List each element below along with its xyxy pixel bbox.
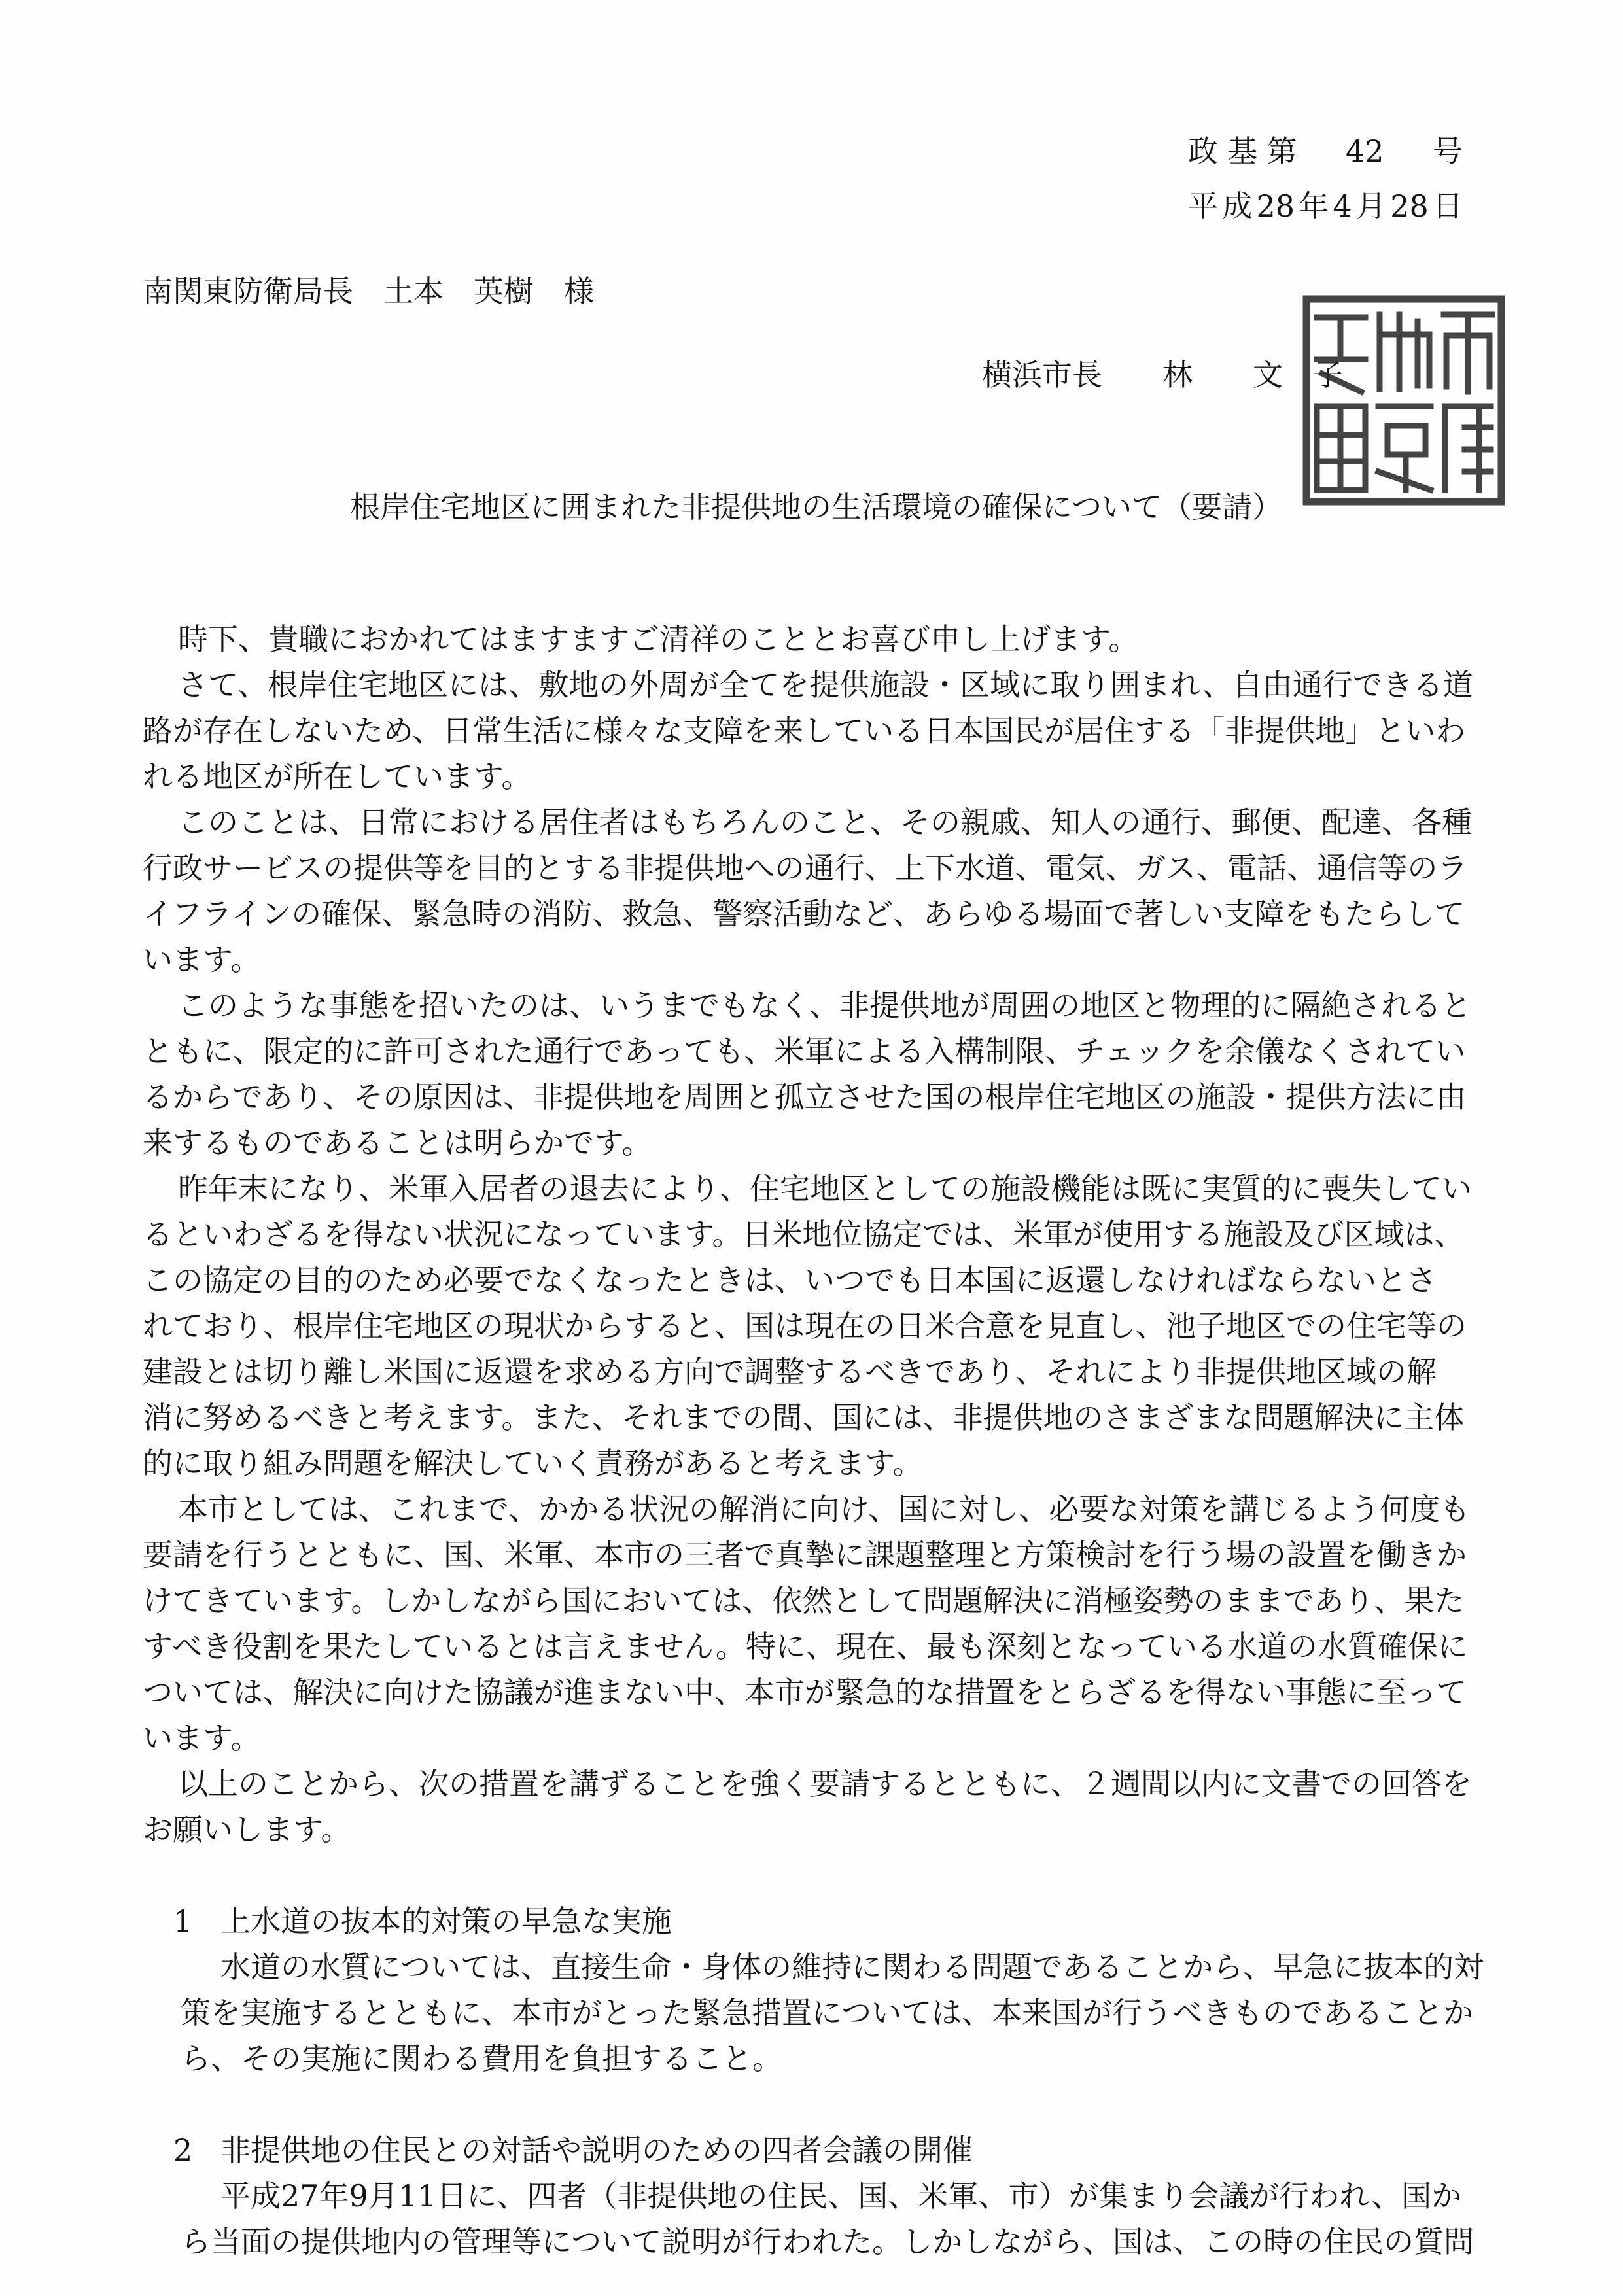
- body-line: 路が存在しないため、日常生活に様々な支障を来している日本国民が居住する「非提供地」といわ: [143, 713, 1466, 748]
- body-line: さて、根岸住宅地区には、敷地の外周が全てを提供施設・区域に取り囲まれ、自由通行できる道: [178, 667, 1473, 703]
- body-line: 要請を行うとともに、国、米軍、本市の三者で真摯に課題整理と方策検討を行う場の設置を働きか: [143, 1537, 1467, 1573]
- document-number: 政基第 42 号: [1188, 133, 1463, 169]
- body-line: 行政サービスの提供等を目的とする非提供地への通行、上下水道、電気、ガス、電話、通信等のラ: [143, 850, 1468, 886]
- request-line: 水道の水質については、直接生命・身体の維持に関わる問題であることから、早急に抜本的対: [220, 1949, 1484, 1985]
- request-heading: 非提供地の住民との対話や説明のための四者会議の開催: [220, 2132, 973, 2168]
- body-line: ともに、限定的に許可された通行であっても、米軍による入構制限、チェックを余儀なくされてい: [143, 1034, 1466, 1069]
- request-line: 平成27年9月11日に、四者（非提供地の住民、国、米軍、市）が集まり会議が行われ、国か: [220, 2178, 1462, 2214]
- document-date: 平成28年4月28日: [1188, 188, 1463, 224]
- body-line: この協定の目的のため必要でなくなったときは、いつでも日本国に返還しなければならないとさ: [143, 1262, 1437, 1298]
- official-seal: [1301, 294, 1507, 507]
- request-line: ら、その実施に関わる費用を負担すること。: [181, 2041, 782, 2076]
- body-line: 消に努めるべきと考えます。また、それまでの間、国には、非提供地のさまざまな問題解決に主体: [143, 1400, 1465, 1435]
- body-line: お願いします。: [143, 1812, 351, 1847]
- request-number: 1: [173, 1904, 193, 1939]
- body-line: います。: [143, 942, 261, 977]
- body-line: るからであり、その原因は、非提供地を周囲と孤立させた国の根岸住宅地区の施設・提供方法に由: [143, 1079, 1467, 1115]
- body-line: 建設とは切り離し米国に返還を求める方向で調整するべきであり、それにより非提供地区域の解: [143, 1354, 1437, 1389]
- request-line: ら当面の提供地内の管理等について説明が行われた。しかしながら、国は、この時の住民の質問: [181, 2224, 1475, 2259]
- request-line: 策を実施するとともに、本市がとった緊急措置については、本来国が行うべきものであることか: [181, 1995, 1474, 2030]
- body-line: ついては、解決に向けた協議が進まない中、本市が緊急的な措置をとらざるを得ない事態に至って: [143, 1675, 1467, 1710]
- body-line: 以上のことから、次の措置を講ずることを強く要請するとともに、２週間以内に文書での回答を: [178, 1766, 1472, 1801]
- body-line: るといわざるを得ない状況になっています。日米地位協定では、米軍が使用する施設及び区域は、: [143, 1217, 1465, 1252]
- body-line: 来するものであることは明らかです。: [143, 1125, 652, 1160]
- body-line: 昨年末になり、米軍入居者の退去により、住宅地区としての施設機能は既に実質的に喪失してい: [178, 1171, 1472, 1206]
- body-line: イフラインの確保、緊急時の消防、救急、警察活動など、あらゆる場面で著しい支障をもたらして: [143, 896, 1465, 931]
- body-line: 的に取り組み問題を解決していく責務があると考えます。: [143, 1446, 923, 1481]
- body-line: れる地区が所在しています。: [143, 759, 532, 794]
- request-heading: 上水道の抜本的対策の早急な実施: [220, 1904, 672, 1939]
- body-line: このような事態を招いたのは、いうまでもなく、非提供地が周囲の地区と物理的に隔絶されると: [178, 988, 1472, 1023]
- body-line: けてきています。しかしながら国においては、依然として問題解決に消極姿勢のままであり、果た: [143, 1583, 1465, 1618]
- body-line: います。: [143, 1720, 261, 1756]
- document-title: 根岸住宅地区に囲まれた非提供地の生活環境の確保について（要請）: [350, 489, 1283, 525]
- body-line: れており、根岸住宅地区の現状からすると、国は現在の日米合意を見直し、池子地区での住宅等の: [143, 1308, 1467, 1344]
- body-line: すべき役割を果たしているとは言えません。特に、現在、最も深刻となっている水道の水質確保に: [143, 1629, 1468, 1664]
- body-line: 本市としては、これまで、かかる状況の解消に向け、国に対し、必要な対策を講じるよう何度も: [178, 1491, 1471, 1527]
- sender: 横浜市長 林 文 子: [982, 357, 1343, 392]
- request-number: 2: [173, 2132, 193, 2168]
- body-line: このことは、日常における居住者はもちろんのこと、その親戚、知人の通行、郵便、配達、各種: [178, 805, 1472, 840]
- addressee: 南関東防衛局長 土本 英樹 様: [143, 273, 594, 309]
- body-line: 時下、貴職におかれてはますますご清祥のこととお喜び申し上げます。: [178, 621, 1139, 657]
